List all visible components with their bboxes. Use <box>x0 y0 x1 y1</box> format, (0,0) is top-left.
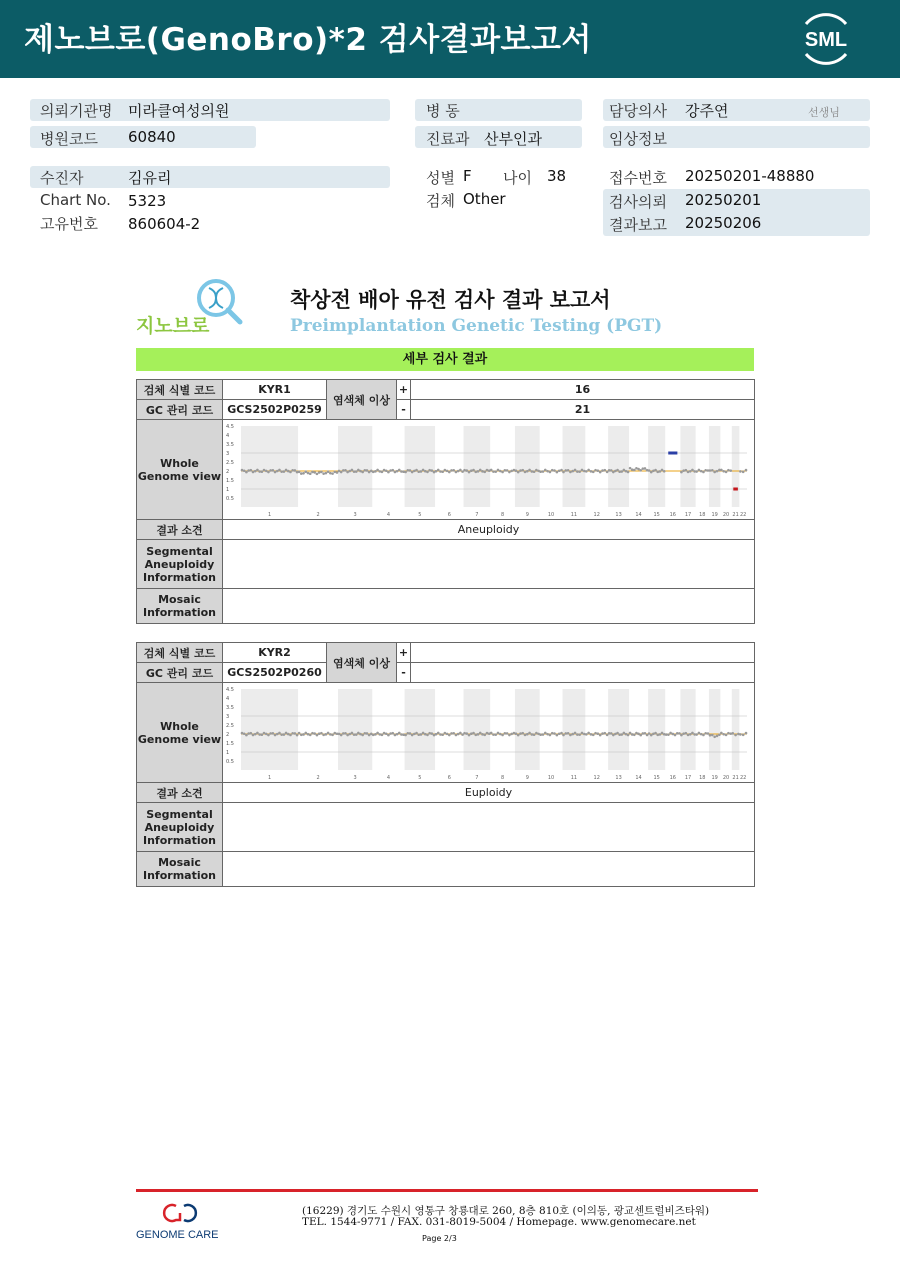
chromosome-band <box>464 426 491 507</box>
report-title: 제노브로(GenoBro)*2 검사결과보고서 <box>24 22 592 58</box>
receipt-label: 접수번호 <box>609 169 667 187</box>
receipt-value: 20250201-48880 <box>685 167 815 185</box>
y-tick-label: 1.5 <box>226 740 234 747</box>
x-tick-label: 4 <box>386 511 391 518</box>
segmental-label: Segmental Aneuploidy Information <box>137 803 223 852</box>
x-tick-label: 6 <box>447 511 451 518</box>
x-tick-label: 16 <box>669 774 676 781</box>
x-tick-label: 14 <box>635 774 642 781</box>
result-value: Aneuploidy <box>223 520 755 540</box>
x-tick-label: 9 <box>525 774 529 781</box>
x-tick-label: 11 <box>570 774 578 781</box>
x-tick-label: 22 <box>740 774 747 781</box>
y-tick-label: 3.5 <box>226 704 234 711</box>
y-tick-label: 4.5 <box>226 423 234 430</box>
sample-2-table <box>136 642 755 887</box>
y-tick-label: 2.5 <box>226 459 234 466</box>
x-tick-label: 15 <box>653 774 660 781</box>
gc-code-value: GCS2502P0260 <box>223 663 327 683</box>
chromosome-band <box>338 426 372 507</box>
clinical-label: 임상정보 <box>609 130 667 148</box>
sml-logo-text: SML <box>804 29 848 51</box>
chromosome-band <box>405 426 435 507</box>
patient-row-bg <box>30 166 390 188</box>
section-title: 세부 검사 결과 <box>136 348 754 371</box>
x-tick-label: 8 <box>500 511 505 518</box>
data-point-chr-12 <box>585 468 608 473</box>
chrom-abnormal-label: 염색체 이상 <box>327 643 397 683</box>
loss-sign: - <box>397 663 411 683</box>
data-point-chr-20 <box>720 468 732 473</box>
sample-code-label: 검체 식별 코드 <box>137 643 223 663</box>
age-label: 나이 <box>503 169 532 187</box>
data-point-chr-22 <box>739 731 747 735</box>
y-tick-label: 0.5 <box>226 495 234 502</box>
chromosome-band <box>562 426 585 507</box>
y-tick-label: 2.5 <box>226 722 234 729</box>
x-tick-label: 17 <box>684 774 692 781</box>
loss-sign: - <box>397 400 411 420</box>
x-tick-label: 10 <box>547 511 555 518</box>
x-tick-label: 17 <box>684 511 692 518</box>
x-tick-label: 5 <box>418 511 422 518</box>
report-header-bar <box>0 0 900 78</box>
chromosome-band <box>241 426 298 507</box>
pgt-title-korean: 착상전 배아 유전 검사 결과 보고서 <box>290 288 611 312</box>
gain-chromosomes <box>411 643 755 663</box>
sex-label: 성별 <box>426 169 455 187</box>
x-tick-label: 21 <box>732 511 739 518</box>
pgt-title-english: Preimplantation Genetic Testing (PGT) <box>290 316 663 336</box>
chrom-abnormal-label: 염색체 이상 <box>327 380 397 420</box>
report-date-value: 20250206 <box>685 214 762 232</box>
chromosome-band <box>648 426 665 507</box>
specimen-label: 검체 <box>426 192 455 210</box>
mosaic-label: Mosaic Information <box>137 852 223 887</box>
x-tick-label: 13 <box>615 511 622 518</box>
x-tick-label: 11 <box>570 511 578 518</box>
gain-sign: + <box>397 643 411 663</box>
patient-value: 김유리 <box>128 169 172 187</box>
data-point-chr-14 <box>629 731 649 736</box>
x-tick-label: 2 <box>316 774 320 781</box>
x-tick-label: 18 <box>699 774 706 781</box>
data-point-chr-18 <box>695 731 709 736</box>
department-value: 산부인과 <box>484 130 542 148</box>
chromosome-band <box>709 426 720 507</box>
y-tick-label: 0.5 <box>226 758 234 765</box>
request-date-label: 검사의뢰 <box>609 193 667 211</box>
sample-1-table <box>136 379 755 624</box>
chromosome-band <box>241 689 298 770</box>
x-tick-label: 14 <box>635 511 642 518</box>
chromosome-band <box>464 689 491 770</box>
x-tick-label: 15 <box>653 511 660 518</box>
x-tick-label: 19 <box>711 511 718 518</box>
genobro-logo <box>136 276 252 338</box>
x-tick-label: 18 <box>699 511 706 518</box>
segmental-label: Segmental Aneuploidy Information <box>137 540 223 589</box>
report-date-label: 결과보고 <box>609 216 667 234</box>
y-tick-label: 1 <box>226 749 230 756</box>
x-tick-label: 22 <box>740 511 747 518</box>
whole-genome-chart-cell <box>223 683 755 783</box>
x-tick-label: 16 <box>669 511 676 518</box>
result-label: 결과 소견 <box>137 783 223 803</box>
x-tick-label: 19 <box>711 774 718 781</box>
y-tick-label: 4.5 <box>226 686 234 693</box>
x-tick-label: 21 <box>732 774 739 781</box>
data-point-chr-18 <box>695 468 709 473</box>
data-point-chr-4 <box>372 731 405 736</box>
gain-sign: + <box>397 380 411 400</box>
x-tick-label: 1 <box>267 511 272 518</box>
y-tick-label: 3 <box>226 713 230 720</box>
footer-contact: TEL. 1544-9771 / FAX. 031-8019-5004 / Homepage. www.genomecare.net <box>302 1216 696 1228</box>
y-tick-label: 3.5 <box>226 441 234 448</box>
x-tick-label: 20 <box>722 511 730 518</box>
x-tick-label: 20 <box>722 774 730 781</box>
data-point-chr-12 <box>585 731 608 736</box>
gc-code-label: GC 관리 코드 <box>137 400 223 420</box>
y-tick-label: 3 <box>226 450 230 457</box>
mosaic-label: Mosaic Information <box>137 589 223 624</box>
sample-code-value: KYR1 <box>223 380 327 400</box>
doctor-suffix: 선생님 <box>808 106 840 119</box>
x-tick-label: 7 <box>475 774 479 781</box>
x-tick-label: 8 <box>500 774 505 781</box>
sex-value: F <box>463 167 472 185</box>
sml-logo <box>796 10 856 68</box>
doctor-label: 담당의사 <box>609 102 667 120</box>
chromosome-band <box>515 426 540 507</box>
whole-genome-chart-1 <box>223 421 753 519</box>
y-tick-label: 1.5 <box>226 477 234 484</box>
segmental-value <box>223 803 755 852</box>
whole-genome-label: Whole Genome view <box>137 420 223 520</box>
department-label: 진료과 <box>426 130 470 148</box>
x-tick-label: 7 <box>475 511 479 518</box>
chromosome-band <box>680 689 695 770</box>
gain-chromosomes: 16 <box>411 380 755 400</box>
chromosome-band <box>515 689 540 770</box>
mosaic-value <box>223 589 755 624</box>
y-tick-label: 2 <box>226 468 230 475</box>
x-tick-label: 6 <box>447 774 451 781</box>
footer-divider <box>136 1189 758 1192</box>
y-tick-label: 4 <box>226 432 230 439</box>
chromosome-band <box>648 689 665 770</box>
gc-code-value: GCS2502P0259 <box>223 400 327 420</box>
age-value: 38 <box>547 167 567 185</box>
chromosome-band <box>709 689 720 770</box>
chromosome-band <box>732 426 740 507</box>
chromosome-band <box>608 689 629 770</box>
chromosome-band <box>405 689 435 770</box>
chromosome-band <box>680 426 695 507</box>
institution-value: 미라클여성의원 <box>128 102 230 120</box>
result-value: Euploidy <box>223 783 755 803</box>
chart-no-label: Chart No. <box>40 191 111 209</box>
loss-chromosomes <box>411 663 755 683</box>
specimen-value: Other <box>463 190 506 208</box>
patient-label: 수진자 <box>40 169 84 187</box>
data-point-chr-2 <box>298 731 339 736</box>
mosaic-value <box>223 852 755 887</box>
data-point-chr-8 <box>490 468 515 473</box>
sample-code-label: 검체 식별 코드 <box>137 380 223 400</box>
ward-label: 병 동 <box>426 102 460 120</box>
x-tick-label: 5 <box>418 774 422 781</box>
y-tick-label: 2 <box>226 731 230 738</box>
page-number: Page 2/3 <box>422 1234 457 1243</box>
segmental-value <box>223 540 755 589</box>
x-tick-label: 12 <box>593 774 600 781</box>
whole-genome-chart-cell <box>223 420 755 520</box>
x-tick-label: 2 <box>316 511 320 518</box>
x-tick-label: 9 <box>525 511 529 518</box>
loss-chromosomes: 21 <box>411 400 755 420</box>
x-tick-label: 1 <box>267 774 272 781</box>
data-point-chr-22 <box>739 468 747 472</box>
sample-code-value: KYR2 <box>223 643 327 663</box>
chromosome-band <box>732 689 740 770</box>
doctor-value: 강주연 <box>685 102 729 120</box>
x-tick-label: 3 <box>353 774 357 781</box>
hospital-code-label: 병원코드 <box>40 130 98 148</box>
request-date-value: 20250201 <box>685 191 762 209</box>
genobro-logo-text: 지노브로 <box>136 315 210 337</box>
whole-genome-label: Whole Genome view <box>137 683 223 783</box>
data-point-chr-20 <box>720 731 732 736</box>
chart-no-value: 5323 <box>128 192 167 210</box>
chromosome-band <box>338 689 372 770</box>
data-point-chr-8 <box>490 731 515 736</box>
data-point-chr-4 <box>372 468 405 473</box>
genome-care-logo <box>136 1198 228 1242</box>
chromosome-band <box>608 426 629 507</box>
gc-code-label: GC 관리 코드 <box>137 663 223 683</box>
data-point-chr-16 <box>665 731 681 736</box>
footer-address: (16229) 경기도 수원시 영통구 창룡대로 260, 8층 810호 (이의동, 광교센트럴비즈타워) <box>302 1205 710 1217</box>
institution-label: 의뢰기관명 <box>40 102 113 120</box>
genome-care-logo-text: GENOME CARE <box>136 1229 219 1241</box>
hospital-code-value: 60840 <box>128 128 176 146</box>
whole-genome-chart-2 <box>223 684 753 782</box>
y-tick-label: 1 <box>226 486 230 493</box>
x-tick-label: 10 <box>547 774 555 781</box>
x-tick-label: 3 <box>353 511 357 518</box>
chromosome-band <box>562 689 585 770</box>
result-label: 결과 소견 <box>137 520 223 540</box>
id-no-label: 고유번호 <box>40 215 98 233</box>
x-tick-label: 12 <box>593 511 600 518</box>
y-tick-label: 4 <box>226 695 230 702</box>
x-tick-label: 13 <box>615 774 622 781</box>
id-no-value: 860604-2 <box>128 215 201 233</box>
x-tick-label: 4 <box>386 774 391 781</box>
